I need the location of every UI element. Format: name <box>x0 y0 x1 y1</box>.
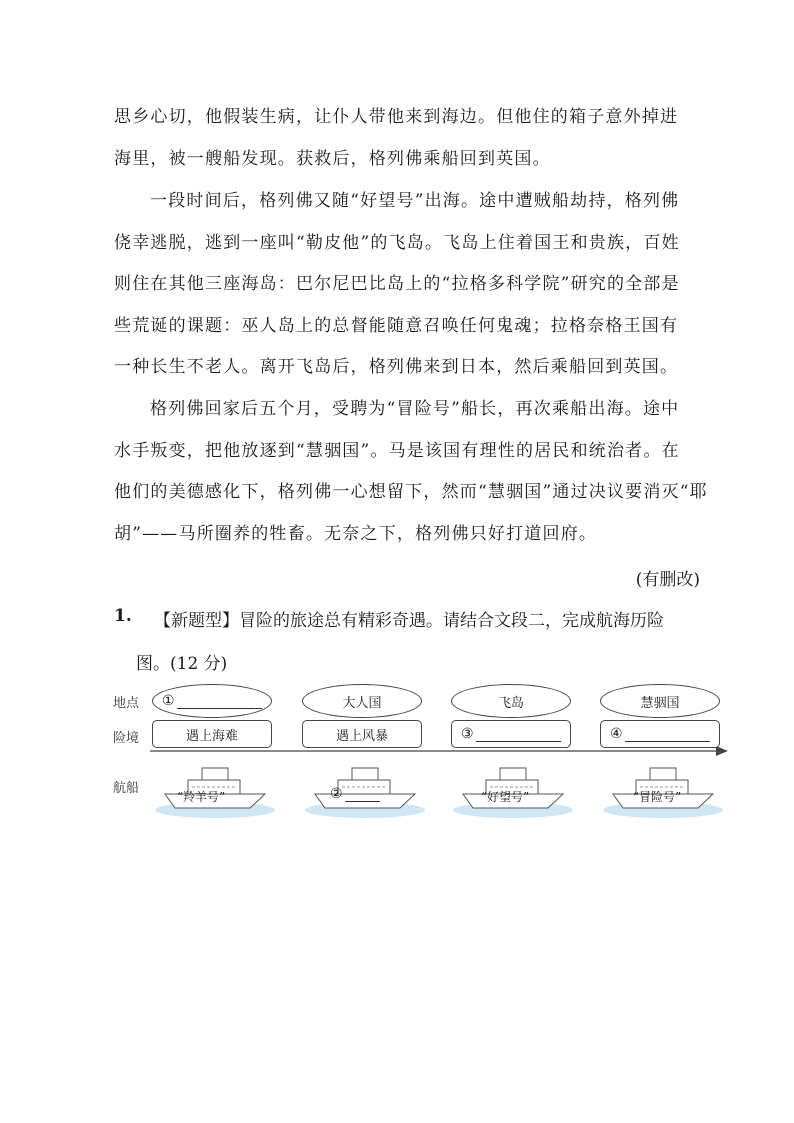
row-label-place: 地点 <box>113 696 140 711</box>
ship-name-3: “好望号” <box>480 790 530 804</box>
place-blank-1[interactable]: ① <box>162 693 262 709</box>
row-label-ship: 航船 <box>113 781 140 796</box>
passage-line-11: 胡”——马所圈养的牲畜。无奈之下，格列佛只好打道回府。 <box>114 524 598 544</box>
danger-box-3 <box>451 720 571 748</box>
source-note: (有删改) <box>635 570 700 590</box>
place-oval-1 <box>152 684 272 718</box>
danger-box-1: 遇上海难 <box>152 720 272 748</box>
passage-line-9: 水手叛变，把他放逐到“慧骃国”。马是该国有理性的居民和统治者。在 <box>114 441 680 461</box>
passage-line-8: 格列佛回家后五个月，受聘为“冒险号”船长，再次乘船出海。途中 <box>150 399 680 419</box>
passage-line-5: 则住在其他三座海岛：巴尔尼巴比岛上的“拉格多科学院”研究的全部是 <box>114 274 680 294</box>
row-label-danger: 险境 <box>113 731 140 746</box>
question-number: 1. <box>114 606 132 626</box>
danger-box-4 <box>600 720 720 748</box>
passage-line-3: 一段时间后，格列佛又随“好望号”出海。途中遭贼船劫持，格列佛 <box>150 191 680 211</box>
question-tag: 【新题型】 <box>154 611 239 631</box>
place-oval-2: 大人国 <box>302 684 422 718</box>
danger-box-2: 遇上风暴 <box>302 720 422 748</box>
ship-blank-2[interactable]: ② <box>330 786 380 802</box>
danger-blank-3[interactable]: ③ <box>461 726 561 742</box>
question-body: 冒险的旅途总有精彩奇遇。请结合文段二，完成航海历险 <box>239 611 664 631</box>
ship-name-4: “冒险号” <box>632 790 682 804</box>
question-text-cont: 图。(12 分) <box>136 654 228 674</box>
danger-blank-4[interactable]: ④ <box>610 726 710 742</box>
passage-line-10: 他们的美德感化下，格列佛一心想留下，然而“慧骃国”通过决议要消灭“耶 <box>114 482 708 502</box>
passage-line-1: 思乡心切，他假装生病，让仆人带他来到海边。但他住的箱子意外掉进 <box>114 107 679 127</box>
place-oval-4: 慧骃国 <box>600 684 720 718</box>
passage-line-7: 一种长生不老人。离开飞岛后，格列佛来到日本，然后乘船回到英国。 <box>114 357 679 377</box>
place-oval-3: 飞岛 <box>451 684 571 718</box>
passage-line-2: 海里，被一艘船发现。获救后，格列佛乘船回到英国。 <box>114 149 551 169</box>
passage-line-4: 侥幸逃脱，逃到一座叫“勒皮他”的飞岛。飞岛上住着国王和贵族，百姓 <box>114 233 680 253</box>
ship-name-1: “羚羊号” <box>176 790 226 804</box>
question-text <box>154 606 702 631</box>
passage-line-6: 些荒诞的课题：巫人岛上的总督能随意召唤任何鬼魂；拉格奈格王国有 <box>114 316 679 336</box>
